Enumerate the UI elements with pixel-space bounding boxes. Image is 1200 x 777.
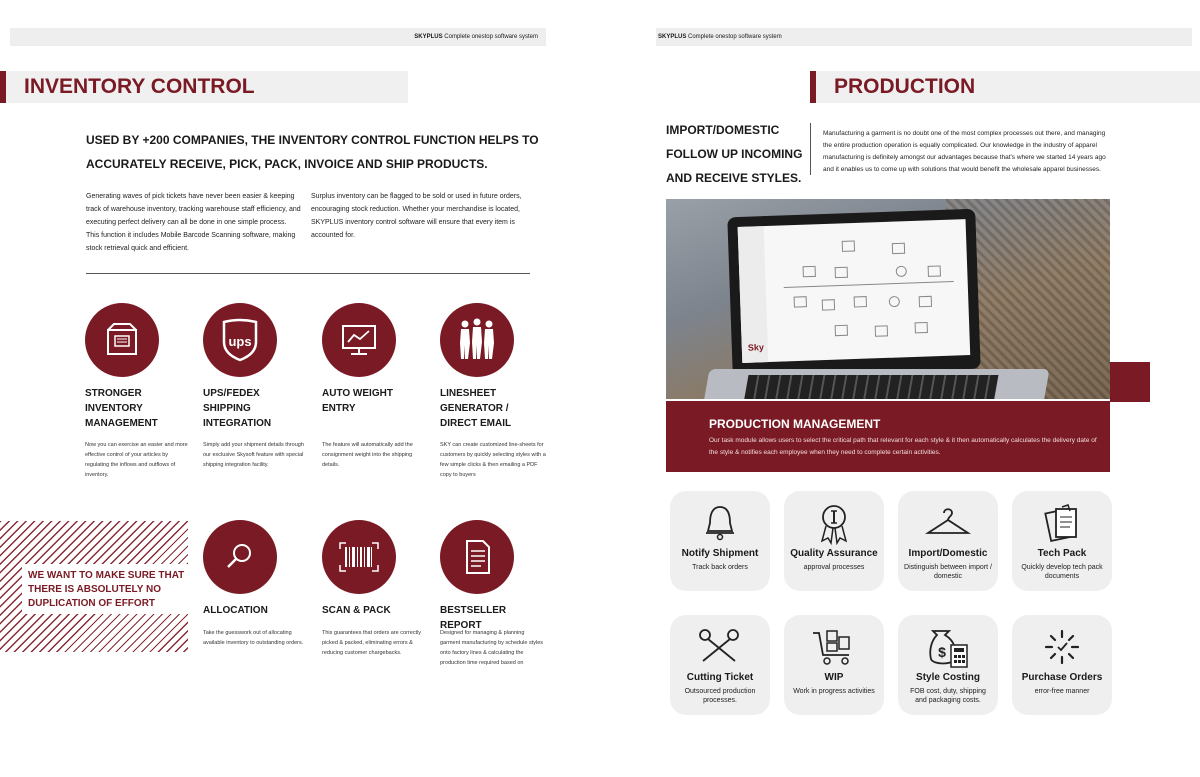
feature-title: UPS/FEDEX SHIPPING INTEGRATION <box>203 388 272 429</box>
hanger-icon <box>924 503 972 539</box>
feature-circle <box>440 520 514 594</box>
card-title: Purchase Orders <box>1021 672 1103 683</box>
feature-circle <box>203 520 277 594</box>
production-banner <box>666 401 1110 472</box>
banner-text: Our task module allows users to select the critical path that relevant for each style & it then automatically calculates the delivery date of the style & notifies each employee when they need to complete certain activities. <box>709 437 1097 456</box>
models-icon <box>452 315 502 365</box>
card-notify-shipment <box>670 491 770 591</box>
inventory-title: INVENTORY CONTROL <box>0 71 408 103</box>
inventory-para-left: Generating waves of pick tickets have never been easier & keeping track of warehouse inventory, tracking warehouse staff efficiency, and executing perfect delivery can all be done in one simple process. This function it includes Mobile Barcode Scanning software, making stock retrieval quick and efficient. <box>86 193 301 252</box>
scissors-icon <box>695 627 745 667</box>
loading-icon <box>1042 627 1082 667</box>
feature-desc: This guarantees that orders are correctly picked & packed, eliminating errors & reducing customer chargebacks. <box>322 630 422 656</box>
inventory-para-right: Surplus inventory can be flagged to be sold or used in future orders, encouraging stock reduction. Whether your merchandise is located, SKYPLUS inventory control software will ensure that every item is accounted for. <box>311 193 522 239</box>
money-calculator-icon <box>925 627 971 671</box>
inventory-headline-line1: USED BY +200 COMPANIES, THE INVENTORY CONTROL FUNCTION HELPS TO <box>86 133 539 147</box>
laptop-keyboard <box>744 375 999 399</box>
card-title: Style Costing <box>916 672 980 683</box>
brand-tagline: Complete onestop software system <box>688 34 782 40</box>
cart-icon <box>811 627 857 667</box>
production-lead: IMPORT/DOMESTIC FOLLOW UP INCOMING AND RECEIVE STYLES. <box>666 123 803 185</box>
app-workflow-icons <box>772 233 962 349</box>
feature-title: STRONGER INVENTORY MANAGEMENT <box>85 388 158 429</box>
card-title: Notify Shipment <box>681 548 759 559</box>
monitor-chart-icon <box>339 320 379 360</box>
vertical-divider <box>810 123 811 175</box>
card-subtitle: approval processes <box>803 564 865 571</box>
feature-title: LINESHEET GENERATOR / DIRECT EMAIL <box>440 388 512 429</box>
card-subtitle: Outsourced production processes. <box>684 688 756 704</box>
card-purchase-orders <box>1012 615 1112 715</box>
feature-desc: SKY can create customized line-sheets for customers by quickly selecting styles with a few simple clicks & then emailing a PDF copy to buyers <box>440 442 546 478</box>
inventory-headline-line2: ACCURATELY RECEIVE, PICK, PACK, INVOICE AND SHIP PRODUCTS. <box>86 157 488 171</box>
card-subtitle: Work in progress activities <box>793 688 875 695</box>
card-quality-assurance <box>784 491 884 591</box>
feature-desc: The feature will automatically add the consignment weight into the shipping details. <box>322 442 413 468</box>
callout-text: WE WANT TO MAKE SURE THAT THERE IS ABSOLUTELY NO DUPLICATION OF EFFORT <box>28 570 185 609</box>
card-title: Quality Assurance <box>790 548 878 559</box>
card-tech-pack <box>1012 491 1112 591</box>
banner-title: PRODUCTION MANAGEMENT <box>709 417 881 431</box>
card-subtitle: Quickly develop tech pack documents <box>1021 564 1103 580</box>
feature-circle <box>203 303 277 377</box>
bell-icon <box>702 503 738 543</box>
card-title: Import/Domestic <box>908 548 988 559</box>
svg-text:ups: ups <box>228 334 252 349</box>
accent-block <box>1110 362 1150 402</box>
clipboard-icon <box>1042 503 1082 545</box>
card-subtitle: FOB cost, duty, shipping and packaging costs. <box>910 688 986 704</box>
laptop-base <box>702 369 1049 399</box>
card-import-domestic <box>898 491 998 591</box>
report-icon <box>459 537 495 577</box>
barcode-icon <box>336 539 382 575</box>
feature-desc: Now you can exercise an easier and more effective control of your articles by regulating the inflows and outflows of inventory. <box>85 442 188 478</box>
box-icon <box>102 320 142 360</box>
card-style-costing <box>898 615 998 715</box>
feature-desc: Take the guesswork out of allocating available inventory to outstanding orders. <box>203 630 304 646</box>
card-wip <box>784 615 884 715</box>
feature-title: ALLOCATION <box>203 605 268 616</box>
laptop-photo <box>666 199 1110 399</box>
feature-circle <box>440 303 514 377</box>
card-title: Cutting Ticket <box>686 672 754 683</box>
card-subtitle: Track back orders <box>692 564 748 571</box>
brand-name: SKYPLUS <box>414 34 443 40</box>
magnifier-icon <box>222 539 258 575</box>
divider <box>86 273 530 274</box>
card-subtitle: error-free manner <box>1034 688 1090 695</box>
card-cutting-ticket <box>670 615 770 715</box>
svg-text:$: $ <box>938 644 946 660</box>
feature-circle <box>322 520 396 594</box>
screen-brand: Sky <box>747 342 765 353</box>
award-icon <box>816 503 852 545</box>
laptop-lid <box>727 209 980 378</box>
right-header-bar <box>656 28 1192 46</box>
production-title: PRODUCTION <box>810 71 1200 103</box>
ups-icon <box>220 318 260 362</box>
production-intro: Manufacturing a garment is no doubt one of the most complex processes out there, and managing the entire production operation is equally complicated. Our knowledge in the industry of apparel manufacturing is definitely amongst our advantages because that's where we started 14 years ago and it enables us to come up with solutions that would benefit the wholesale apparel businesses. <box>823 130 1106 173</box>
feature-circle <box>85 303 159 377</box>
brand-tagline: Complete onestop software system <box>444 34 538 40</box>
inventory-headline <box>86 128 556 176</box>
brand-name: SKYPLUS <box>658 34 687 40</box>
feature-title: SCAN & PACK <box>322 605 391 616</box>
feature-title: BESTSELLER REPORT <box>440 605 507 631</box>
feature-desc: Simply add your shipment details through our exclusive Skysoft feature with special shipping integration facility. <box>203 442 304 468</box>
card-title: Tech Pack <box>1037 548 1087 559</box>
card-subtitle: Distinguish between import / domestic <box>904 564 992 580</box>
left-header-bar <box>10 28 546 46</box>
laptop-screen <box>738 219 971 363</box>
feature-desc: Designed for managing & planning garment manufacturing by schedule styles onto factory lines & calculating the production time required based on <box>440 630 544 666</box>
card-title: WIP <box>824 672 844 683</box>
feature-title: AUTO WEIGHT ENTRY <box>322 388 393 414</box>
feature-circle <box>322 303 396 377</box>
